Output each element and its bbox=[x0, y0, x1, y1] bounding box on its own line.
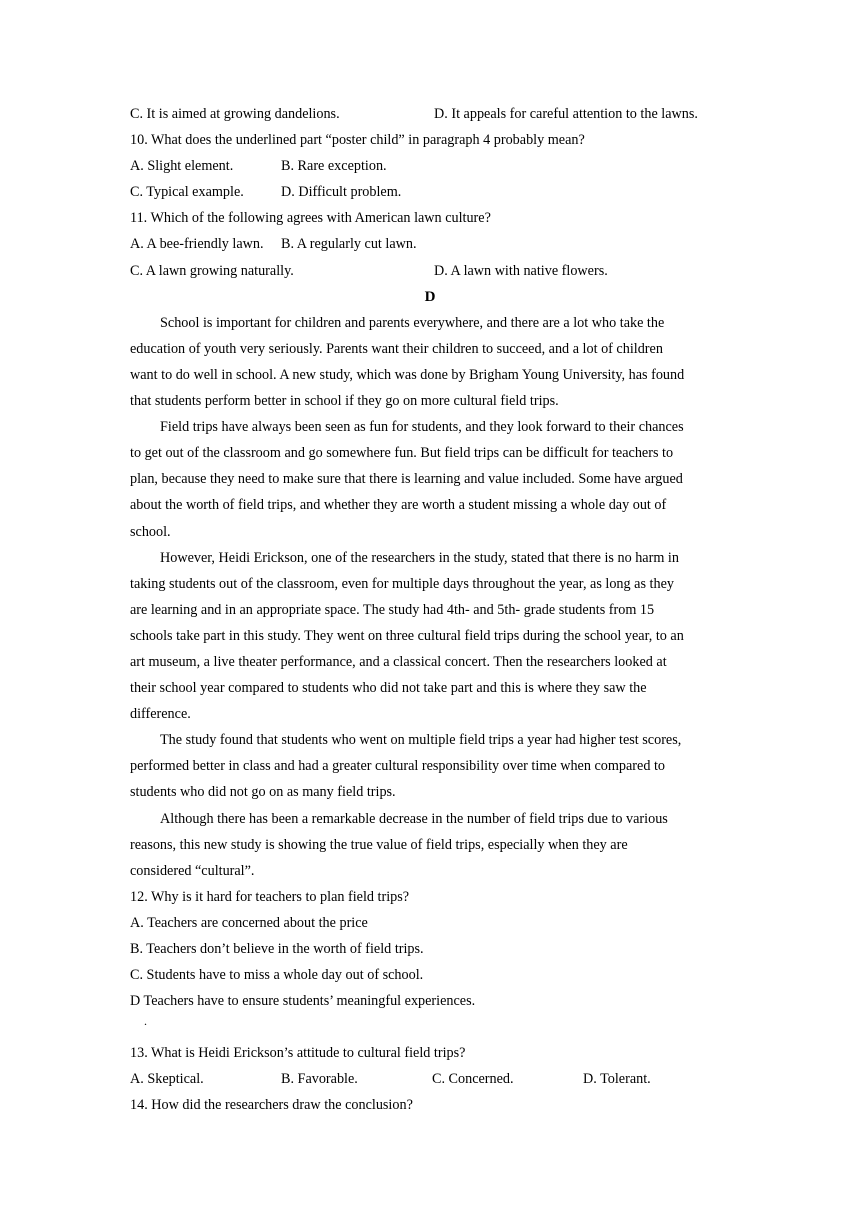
q10-options-row-1 bbox=[130, 153, 730, 179]
passage bbox=[130, 310, 730, 884]
q13-option-b: B. Favorable. bbox=[281, 1071, 358, 1088]
q9-option-d: D. It appeals for careful attention to the lawns. bbox=[434, 106, 698, 122]
paragraph-line: are learning and in an appropriate space. The study had 4th- and 5th- grade students from 15 bbox=[130, 601, 655, 618]
paragraph-line: School is important for children and parents everywhere, and there are a lot who take the bbox=[160, 314, 665, 331]
paragraph-2 bbox=[130, 414, 730, 544]
paragraph-line: The study found that students who went on multiple field trips a year had higher test scores, bbox=[160, 732, 682, 749]
stray-dot: . bbox=[144, 1014, 147, 1029]
q10-option-a: A. Slight element. bbox=[130, 158, 234, 175]
q10-option-b: B. Rare exception. bbox=[281, 158, 387, 175]
paragraph-line: to get out of the classroom and go somewhere fun. But field trips can be difficult for teachers to bbox=[130, 445, 674, 462]
q13-options-row bbox=[130, 1066, 730, 1092]
paragraph-5 bbox=[130, 806, 730, 884]
paragraph-line: their school year compared to students who did not take part and this is where they saw the bbox=[130, 680, 647, 697]
q13-option-c: C. Concerned. bbox=[432, 1071, 514, 1088]
paragraph-line: students who did not go on as many field trips. bbox=[130, 784, 396, 801]
q9-options-row bbox=[130, 101, 730, 127]
paragraph-line: about the worth of field trips, and whether they are worth a student missing a whole day out of bbox=[130, 497, 667, 514]
q10-question: 10. What does the underlined part “poster child” in paragraph 4 probably mean? bbox=[130, 132, 585, 149]
q11-option-a: A. A bee-friendly lawn. bbox=[130, 236, 264, 253]
q10-option-c: C. Typical example. bbox=[130, 184, 244, 201]
paragraph-line: taking students out of the classroom, even for multiple days throughout the year, as long as they bbox=[130, 575, 674, 592]
paragraph-line: school. bbox=[130, 523, 171, 540]
q12-question: 12. Why is it hard for teachers to plan field trips? bbox=[130, 888, 410, 905]
q10-option-d: D. Difficult problem. bbox=[281, 184, 402, 201]
paragraph-line: reasons, this new study is showing the true value of field trips, especially when they are bbox=[130, 836, 628, 853]
paragraph-line: Field trips have always been seen as fun for students, and they look forward to their chances bbox=[160, 419, 684, 436]
paragraph-line: that students perform better in school if they go on more cultural field trips. bbox=[130, 393, 559, 410]
q10-options-row-2 bbox=[130, 179, 730, 205]
q11-options-row-2 bbox=[130, 258, 730, 284]
paragraph-line: plan, because they need to make sure that there is learning and value included. Some have argued bbox=[130, 471, 683, 488]
paragraph-line: difference. bbox=[130, 706, 191, 723]
q12-option-d: D Teachers have to ensure students’ meaningful experiences. bbox=[130, 993, 476, 1010]
paragraph-line: performed better in class and had a greater cultural responsibility over time when compared to bbox=[130, 758, 665, 775]
q11-options-row-1 bbox=[130, 231, 730, 257]
q14-question: 14. How did the researchers draw the conclusion? bbox=[130, 1097, 413, 1114]
q13-option-d: D. Tolerant. bbox=[583, 1071, 651, 1088]
paragraph-1 bbox=[130, 310, 730, 414]
paragraph-line: art museum, a live theater performance, and a classical concert. Then the researchers looked at bbox=[130, 653, 667, 670]
section-heading: D bbox=[424, 288, 436, 305]
exam-page bbox=[130, 101, 730, 1119]
paragraph-line: Although there has been a remarkable decrease in the number of field trips due to various bbox=[160, 810, 668, 827]
q9-option-c: C. It is aimed at growing dandelions. bbox=[130, 106, 340, 122]
q13-question: 13. What is Heidi Erickson’s attitude to cultural field trips? bbox=[130, 1045, 466, 1062]
paragraph-line: schools take part in this study. They went on three cultural field trips during the school year, to an bbox=[130, 627, 684, 644]
q11-option-b: B. A regularly cut lawn. bbox=[281, 236, 417, 253]
q12-option-c: C. Students have to miss a whole day out of school. bbox=[130, 967, 424, 984]
paragraph-4 bbox=[130, 727, 730, 805]
q12-option-b: B. Teachers don’t believe in the worth of field trips. bbox=[130, 941, 424, 957]
q13-option-a: A. Skeptical. bbox=[130, 1071, 204, 1088]
paragraph-line: education of youth very seriously. Parents want their children to succeed, and a lot of children bbox=[130, 340, 663, 357]
paragraph-3 bbox=[130, 545, 730, 728]
paragraph-line: However, Heidi Erickson, one of the researchers in the study, stated that there is no harm in bbox=[160, 549, 679, 566]
q11-option-c: C. A lawn growing naturally. bbox=[130, 262, 294, 279]
q11-question: 11. Which of the following agrees with American lawn culture? bbox=[130, 210, 491, 227]
q11-option-d: D. A lawn with native flowers. bbox=[434, 262, 608, 279]
paragraph-line: want to do well in school. A new study, which was done by Brigham Young University, has found bbox=[130, 366, 685, 383]
paragraph-line: considered “cultural”. bbox=[130, 862, 255, 879]
q12-option-a: A. Teachers are concerned about the price bbox=[130, 914, 368, 931]
